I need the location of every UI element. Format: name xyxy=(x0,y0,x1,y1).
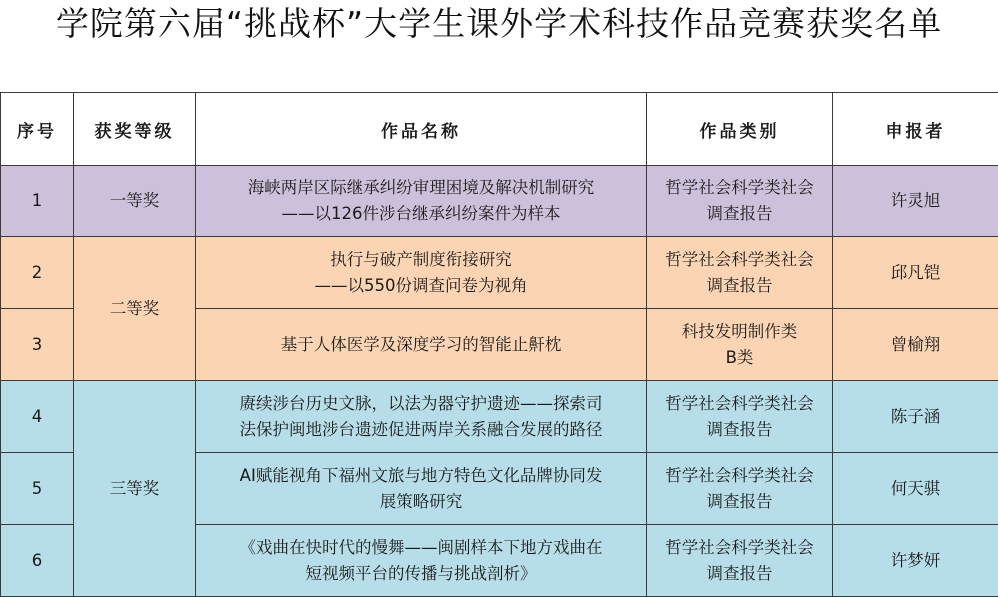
work-name xyxy=(196,453,647,525)
award-level-first: 一等奖 xyxy=(74,166,196,237)
work-category xyxy=(647,525,833,597)
work-category xyxy=(647,166,833,237)
work-name-line: 法保护闽地涉台遗迹促进两岸关系融合发展的路径 xyxy=(200,417,642,443)
header-applicant: 申报者 xyxy=(833,93,998,166)
page-title: 学院第六届“挑战杯”大学生课外学术科技作品竞赛获奖名单 xyxy=(0,0,998,92)
work-name-line: 展策略研究 xyxy=(200,489,642,515)
awards-table xyxy=(0,92,998,597)
row-seq: 2 xyxy=(1,237,74,309)
applicant: 何天骐 xyxy=(833,453,998,525)
work-name-line: 海峡两岸区际继承纠纷审理困境及解决机制研究 xyxy=(200,175,642,201)
category-line: 调查报告 xyxy=(651,489,828,515)
applicant: 许灵旭 xyxy=(833,166,998,237)
category-line: 调查报告 xyxy=(651,561,828,587)
category-line: 调查报告 xyxy=(651,273,828,299)
table-row xyxy=(1,381,998,453)
work-name-line: 执行与破产制度衔接研究 xyxy=(200,247,642,273)
work-name-line: ——以550份调查问卷为视角 xyxy=(200,273,642,299)
category-line: 哲学社会科学类社会 xyxy=(651,535,828,561)
header-level: 获奖等级 xyxy=(74,93,196,166)
row-seq: 4 xyxy=(1,381,74,453)
work-name xyxy=(196,166,647,237)
category-line: 科技发明制作类 xyxy=(651,319,828,345)
header-name: 作品名称 xyxy=(196,93,647,166)
work-name-line: 赓续涉台历史文脉，以法为器守护遗迹——探索司 xyxy=(200,391,642,417)
category-line: 哲学社会科学类社会 xyxy=(651,463,828,489)
work-name-line: 短视频平台的传播与挑战剖析》 xyxy=(200,561,642,587)
work-name-line: ——以126件涉台继承纠纷案件为样本 xyxy=(200,201,642,227)
award-level-second: 二等奖 xyxy=(74,237,196,381)
category-line: 哲学社会科学类社会 xyxy=(651,391,828,417)
category-line: 调查报告 xyxy=(651,201,828,227)
row-seq: 5 xyxy=(1,453,74,525)
work-name xyxy=(196,525,647,597)
work-name xyxy=(196,309,647,381)
work-category xyxy=(647,309,833,381)
work-name xyxy=(196,381,647,453)
row-seq: 3 xyxy=(1,309,74,381)
work-category xyxy=(647,453,833,525)
row-seq: 1 xyxy=(1,166,74,237)
award-level-third: 三等奖 xyxy=(74,381,196,597)
category-line: 哲学社会科学类社会 xyxy=(651,175,828,201)
applicant: 许梦妍 xyxy=(833,525,998,597)
category-line: B类 xyxy=(651,345,828,371)
category-line: 哲学社会科学类社会 xyxy=(651,247,828,273)
work-category xyxy=(647,381,833,453)
work-category xyxy=(647,237,833,309)
applicant: 邱凡铠 xyxy=(833,237,998,309)
work-name-line: 基于人体医学及深度学习的智能止鼾枕 xyxy=(200,332,642,358)
header-category: 作品类别 xyxy=(647,93,833,166)
work-name-line: 《戏曲在快时代的慢舞——闽剧样本下地方戏曲在 xyxy=(200,535,642,561)
work-name xyxy=(196,237,647,309)
applicant: 曾榆翔 xyxy=(833,309,998,381)
applicant: 陈子涵 xyxy=(833,381,998,453)
category-line: 调查报告 xyxy=(651,417,828,443)
header-seq: 序号 xyxy=(1,93,74,166)
work-name-line: AI赋能视角下福州文旅与地方特色文化品牌协同发 xyxy=(200,463,642,489)
row-seq: 6 xyxy=(1,525,74,597)
table-header-row xyxy=(1,93,998,166)
table-row xyxy=(1,166,998,237)
table-row xyxy=(1,237,998,309)
